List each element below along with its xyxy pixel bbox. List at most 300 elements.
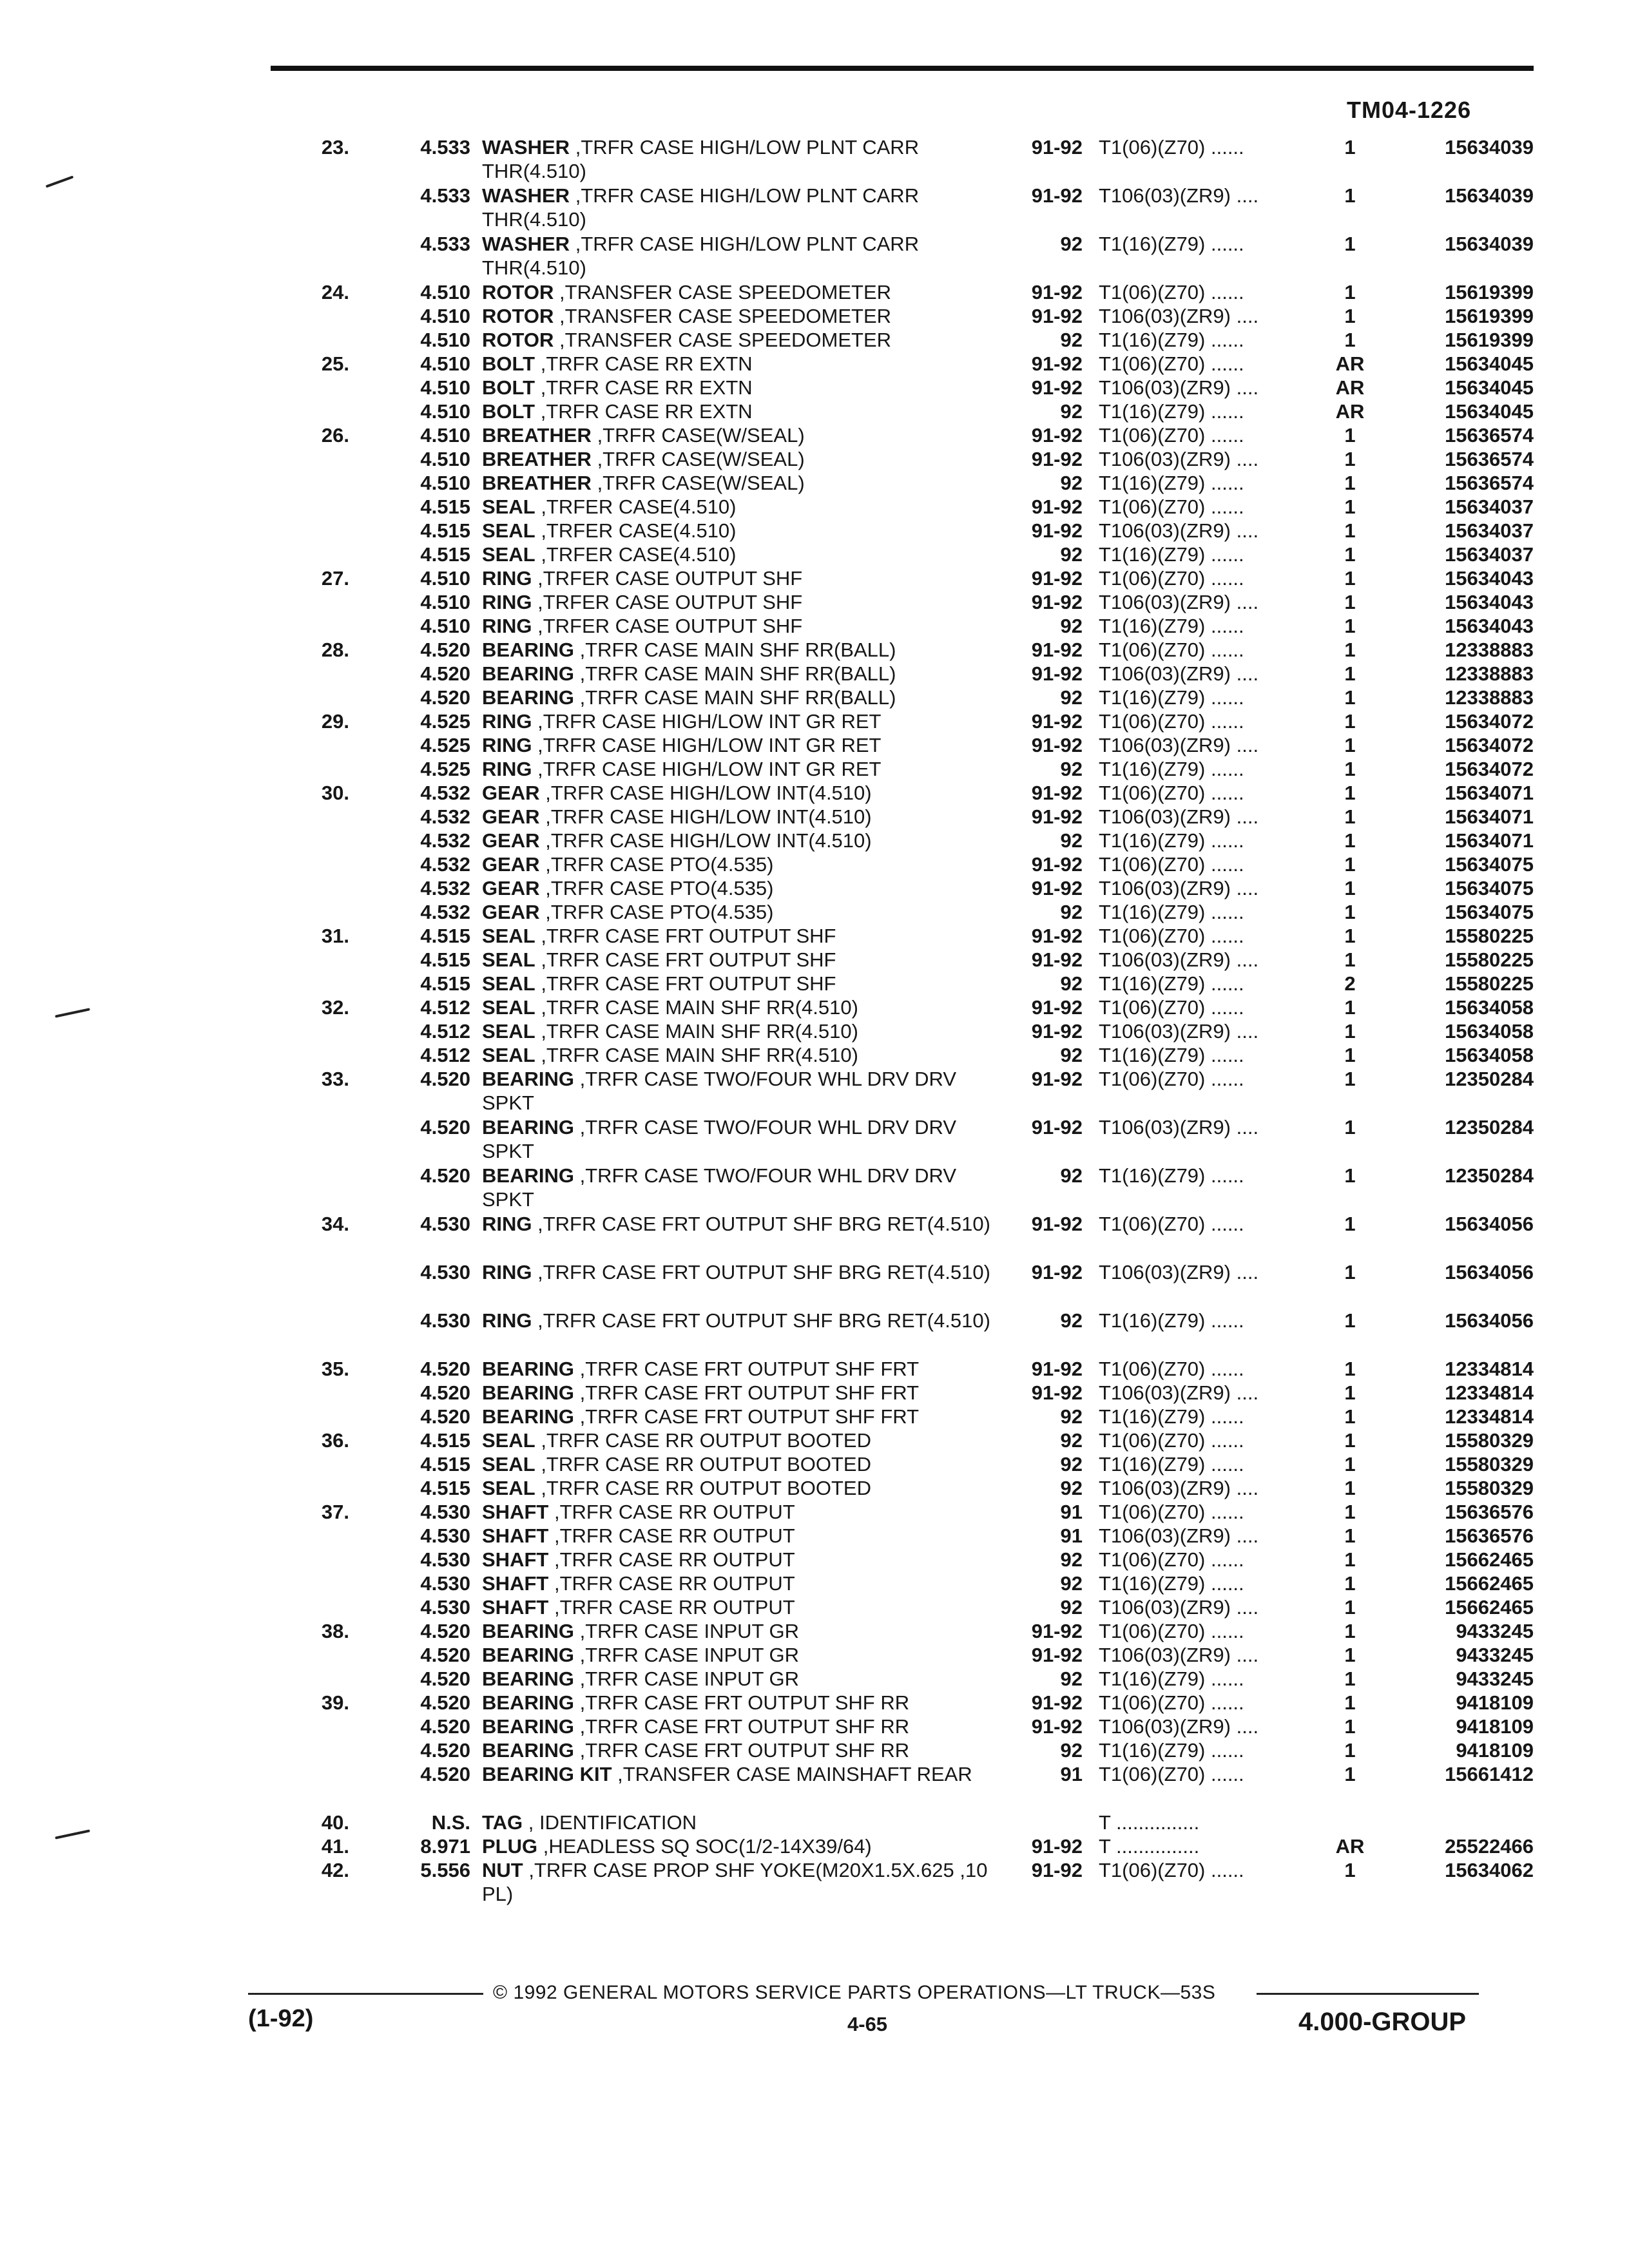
part-desc-text: ,TRFR CASE HIGH/LOW INT GR RET: [537, 710, 882, 733]
part-number: 15634071: [1445, 829, 1534, 852]
part-desc-text: ,TRFR CASE RR OUTPUT: [554, 1501, 795, 1523]
part-row: [0, 1043, 1629, 1067]
part-description: [482, 1260, 998, 1284]
quantity: 1: [1344, 877, 1356, 899]
part-number: 15634058: [1445, 1044, 1534, 1066]
part-desc-text: ,TRFER CASE OUTPUT SHF: [537, 615, 803, 637]
quantity: 1: [1344, 662, 1356, 685]
part-name: BOLT: [482, 376, 535, 399]
part-name: BEARING KIT: [482, 1763, 612, 1785]
part-number: 12350284: [1445, 1164, 1534, 1187]
model-year: 91-92: [1031, 782, 1083, 804]
catalog-code: T1(16)(Z79) ......: [1099, 1453, 1244, 1475]
part-row: [0, 135, 1629, 183]
catalog-code: T1(06)(Z70) ......: [1099, 1358, 1244, 1380]
ref-number: 42.: [321, 1859, 349, 1881]
part-number: 15634056: [1445, 1309, 1534, 1332]
part-description: [482, 924, 998, 948]
group-number: 4.520: [420, 1358, 470, 1380]
model-year: 91-92: [1031, 1068, 1083, 1090]
group-number: 4.532: [420, 877, 470, 899]
part-row: [0, 1212, 1629, 1260]
group-number: 4.515: [420, 519, 470, 542]
quantity: 1: [1344, 1572, 1356, 1595]
model-year: 92: [1060, 1667, 1083, 1690]
part-row: [0, 972, 1629, 995]
group-number: 4.510: [420, 305, 470, 327]
part-number: 15634058: [1445, 996, 1534, 1019]
group-number: 4.515: [420, 972, 470, 995]
part-number: 15619399: [1445, 281, 1534, 303]
catalog-code: T1(06)(Z70) ......: [1099, 925, 1244, 947]
catalog-code: T1(16)(Z79) ......: [1099, 829, 1244, 852]
part-desc-text: ,TRFR CASE FRT OUTPUT SHF: [541, 948, 836, 971]
group-number: 4.530: [420, 1501, 470, 1523]
part-number: 15662465: [1445, 1572, 1534, 1595]
part-description: [482, 590, 998, 614]
part-desc-text: ,TRFR CASE(W/SEAL): [597, 424, 805, 447]
model-year: 91-92: [1031, 662, 1083, 685]
group-number: 4.520: [420, 1739, 470, 1762]
part-description: [482, 1643, 998, 1667]
quantity: 1: [1344, 1020, 1356, 1043]
part-desc-text: ,TRFER CASE(4.510): [541, 543, 737, 566]
part-name: SHAFT: [482, 1501, 549, 1523]
part-name: RING: [482, 758, 532, 780]
part-row: [0, 543, 1629, 566]
catalog-code: T1(06)(Z70) ......: [1099, 1691, 1244, 1714]
group-number: 4.520: [420, 1667, 470, 1690]
group-number: 4.515: [420, 948, 470, 971]
part-description: [482, 995, 998, 1019]
part-row: [0, 614, 1629, 638]
quantity: AR: [1335, 376, 1365, 399]
top-rule: [271, 66, 1534, 71]
part-description: [482, 1476, 998, 1500]
part-name: WASHER: [482, 233, 570, 255]
part-name: RING: [482, 591, 532, 613]
ref-number: 35.: [321, 1358, 349, 1380]
group-number: 4.510: [420, 424, 470, 447]
part-number: 15634075: [1445, 877, 1534, 899]
part-row: [0, 1067, 1629, 1115]
part-number: 9433245: [1456, 1644, 1534, 1666]
part-row: [0, 1019, 1629, 1043]
part-name: BEARING: [482, 1358, 574, 1380]
part-description: [482, 543, 998, 566]
group-number: 4.515: [420, 1477, 470, 1499]
model-year: 91-92: [1031, 136, 1083, 159]
quantity: 1: [1344, 782, 1356, 804]
quantity: 1: [1344, 829, 1356, 852]
part-description: [482, 1212, 998, 1236]
model-year: 91: [1060, 1524, 1083, 1547]
part-description: [482, 352, 998, 376]
part-number: 15580225: [1445, 925, 1534, 947]
part-row: [0, 304, 1629, 328]
part-number: 15636574: [1445, 448, 1534, 470]
part-number: 15661412: [1445, 1763, 1534, 1785]
part-desc-text: ,TRFR CASE RR EXTN: [540, 400, 753, 423]
model-year: 92: [1060, 233, 1083, 255]
ref-number: 33.: [321, 1068, 349, 1090]
group-number: 4.510: [420, 567, 470, 590]
ref-number: 30.: [321, 782, 349, 804]
part-desc-text: ,TRFR CASE RR OUTPUT: [554, 1572, 795, 1595]
catalog-code: T1(16)(Z79) ......: [1099, 758, 1244, 780]
part-row: [0, 1858, 1629, 1906]
catalog-code: T1(06)(Z70) ......: [1099, 1429, 1244, 1452]
catalog-code: T1(06)(Z70) ......: [1099, 710, 1244, 733]
part-description: [482, 733, 998, 757]
part-name: BEARING: [482, 639, 574, 661]
quantity: 1: [1344, 853, 1356, 876]
part-desc-text: ,TRFR CASE HIGH/LOW INT GR RET: [537, 758, 882, 780]
part-desc-text: ,TRFR CASE HIGH/LOW INT(4.510): [545, 782, 872, 804]
group-number: N.S.: [431, 1811, 470, 1834]
part-desc-text: ,TRFER CASE(4.510): [541, 495, 737, 518]
quantity: 1: [1344, 329, 1356, 351]
part-description: [482, 423, 998, 447]
group-number: 4.520: [420, 1116, 470, 1139]
catalog-code: T1(06)(Z70) ......: [1099, 136, 1244, 159]
ref-number: 40.: [321, 1811, 349, 1834]
group-number: 4.530: [420, 1572, 470, 1595]
model-year: 91-92: [1031, 925, 1083, 947]
part-number: 15619399: [1445, 305, 1534, 327]
quantity: AR: [1335, 1835, 1365, 1858]
part-name: SHAFT: [482, 1524, 549, 1547]
part-description: [482, 614, 998, 638]
catalog-code: T106(03)(ZR9) ....: [1099, 591, 1259, 613]
catalog-code: T106(03)(ZR9) ....: [1099, 734, 1259, 756]
part-desc-text: ,TRFR CASE RR OUTPUT BOOTED: [541, 1453, 871, 1475]
group-number: 4.530: [420, 1596, 470, 1619]
part-description: [482, 709, 998, 733]
part-name: SEAL: [482, 948, 535, 971]
part-name: ROTOR: [482, 305, 554, 327]
catalog-code: T106(03)(ZR9) ....: [1099, 877, 1259, 899]
group-number: 4.532: [420, 782, 470, 804]
part-number: 15634045: [1445, 376, 1534, 399]
group-number: 4.530: [420, 1213, 470, 1235]
part-name: SEAL: [482, 996, 535, 1019]
part-number: 15634056: [1445, 1261, 1534, 1283]
quantity: 1: [1344, 639, 1356, 661]
part-row: [0, 1524, 1629, 1548]
part-description: [482, 495, 998, 519]
quantity: 1: [1344, 1691, 1356, 1714]
part-name: BREATHER: [482, 472, 592, 494]
part-number: 15636576: [1445, 1501, 1534, 1523]
part-desc-text: ,TRFR CASE HIGH/LOW INT(4.510): [545, 829, 872, 852]
group-number: 4.525: [420, 758, 470, 780]
quantity: 1: [1344, 1429, 1356, 1452]
part-number: 15580225: [1445, 948, 1534, 971]
part-number: 15634045: [1445, 352, 1534, 375]
part-row: [0, 566, 1629, 590]
part-number: 15662465: [1445, 1596, 1534, 1619]
ref-number: 26.: [321, 424, 349, 447]
part-name: RING: [482, 1261, 532, 1283]
part-desc-text: ,TRFR CASE HIGH/LOW INT(4.510): [545, 805, 872, 828]
model-year: 91-92: [1031, 424, 1083, 447]
quantity: 1: [1344, 996, 1356, 1019]
ref-number: 39.: [321, 1691, 349, 1714]
group-number: 4.530: [420, 1548, 470, 1571]
part-description: [482, 184, 998, 231]
part-description: [482, 972, 998, 995]
group-number: 4.525: [420, 734, 470, 756]
catalog-code: T106(03)(ZR9) ....: [1099, 805, 1259, 828]
part-number: 12338883: [1445, 686, 1534, 709]
part-desc-text: ,TRANSFER CASE SPEEDOMETER: [559, 281, 892, 303]
part-number: 15634075: [1445, 901, 1534, 923]
part-row: [0, 1571, 1629, 1595]
part-name: BEARING: [482, 1620, 574, 1642]
part-desc-text: , IDENTIFICATION: [528, 1811, 697, 1834]
model-year: 91-92: [1031, 567, 1083, 590]
catalog-code: T1(16)(Z79) ......: [1099, 1405, 1244, 1428]
part-number: 15580225: [1445, 972, 1534, 995]
part-desc-text: ,TRFR CASE FRT OUTPUT SHF RR: [579, 1715, 910, 1738]
part-description: [482, 1524, 998, 1548]
part-name: BEARING: [482, 1405, 574, 1428]
part-desc-text: ,TRFR CASE FRT OUTPUT SHF RR: [579, 1739, 910, 1762]
catalog-code: T106(03)(ZR9) ....: [1099, 1644, 1259, 1666]
quantity: 1: [1344, 710, 1356, 733]
catalog-code: T106(03)(ZR9) ....: [1099, 1381, 1259, 1404]
part-number: 15634071: [1445, 805, 1534, 828]
model-year: 92: [1060, 1429, 1083, 1452]
catalog-code: T106(03)(ZR9) ....: [1099, 1261, 1259, 1283]
part-number: 15636576: [1445, 1524, 1534, 1547]
part-desc-text: ,TRFR CASE TWO/FOUR WHL DRV DRV SPKT: [482, 1068, 957, 1114]
part-desc-text: ,TRFR CASE MAIN SHF RR(4.510): [541, 1020, 858, 1043]
part-name: RING: [482, 734, 532, 756]
part-description: [482, 1452, 998, 1476]
quantity: 1: [1344, 519, 1356, 542]
model-year: 92: [1060, 1405, 1083, 1428]
catalog-code: T1(06)(Z70) ......: [1099, 1213, 1244, 1235]
model-year: 91-92: [1031, 305, 1083, 327]
part-description: [482, 852, 998, 876]
part-description: [482, 781, 998, 805]
catalog-code: T1(06)(Z70) ......: [1099, 1501, 1244, 1523]
catalog-code: T1(16)(Z79) ......: [1099, 472, 1244, 494]
model-year: 91-92: [1031, 853, 1083, 876]
part-number: 15634058: [1445, 1020, 1534, 1043]
part-name: BEARING: [482, 1739, 574, 1762]
part-description: [482, 1858, 998, 1906]
part-name: WASHER: [482, 184, 570, 207]
part-number: 15580329: [1445, 1477, 1534, 1499]
quantity: 1: [1344, 1477, 1356, 1499]
quantity: 1: [1344, 305, 1356, 327]
part-number: 15634071: [1445, 782, 1534, 804]
group-number: 4.512: [420, 996, 470, 1019]
part-name: RING: [482, 567, 532, 590]
part-row: [0, 757, 1629, 781]
catalog-code: T106(03)(ZR9) ....: [1099, 1020, 1259, 1043]
part-number: 15634072: [1445, 758, 1534, 780]
quantity: 1: [1344, 615, 1356, 637]
catalog-code: T1(06)(Z70) ......: [1099, 1620, 1244, 1642]
part-row: [0, 1164, 1629, 1211]
model-year: 91-92: [1031, 639, 1083, 661]
catalog-code: T ...............: [1099, 1835, 1200, 1858]
part-row: [0, 280, 1629, 304]
part-row: [0, 447, 1629, 471]
part-description: [482, 900, 998, 924]
part-desc-text: ,TRFR CASE FRT OUTPUT SHF FRT: [579, 1405, 920, 1428]
part-name: BEARING: [482, 686, 574, 709]
part-name: SHAFT: [482, 1572, 549, 1595]
part-desc-text: ,TRFR CASE MAIN SHF RR(BALL): [579, 686, 896, 709]
part-name: GEAR: [482, 877, 540, 899]
model-year: 92: [1060, 972, 1083, 995]
group-number: 4.532: [420, 829, 470, 852]
quantity: 1: [1344, 686, 1356, 709]
ref-number: 25.: [321, 352, 349, 375]
catalog-code: T1(16)(Z79) ......: [1099, 1309, 1244, 1332]
group-number: 4.520: [420, 1068, 470, 1090]
part-name: SEAL: [482, 1477, 535, 1499]
quantity: 1: [1344, 1501, 1356, 1523]
part-number: 12338883: [1445, 639, 1534, 661]
part-row: [0, 1548, 1629, 1571]
part-row: [0, 733, 1629, 757]
quantity: 1: [1344, 805, 1356, 828]
model-year: 91: [1060, 1501, 1083, 1523]
part-description: [482, 566, 998, 590]
part-row: [0, 328, 1629, 352]
quantity: 1: [1344, 1164, 1356, 1187]
model-year: 91-92: [1031, 734, 1083, 756]
part-name: WASHER: [482, 136, 570, 159]
part-row: [0, 1260, 1629, 1308]
ref-number: 31.: [321, 925, 349, 947]
quantity: 1: [1344, 948, 1356, 971]
part-row: [0, 1619, 1629, 1643]
catalog-code: T1(16)(Z79) ......: [1099, 972, 1244, 995]
part-row: [0, 662, 1629, 686]
ref-number: 41.: [321, 1835, 349, 1858]
model-year: 92: [1060, 901, 1083, 923]
part-description: [482, 1571, 998, 1595]
part-row: [0, 1643, 1629, 1667]
quantity: 1: [1344, 448, 1356, 470]
part-row: [0, 1476, 1629, 1500]
footer-date-code: (1-92): [248, 2005, 314, 2032]
quantity: 1: [1344, 1381, 1356, 1404]
part-description: [482, 328, 998, 352]
model-year: 91-92: [1031, 448, 1083, 470]
group-number: 8.971: [420, 1835, 470, 1858]
part-row: [0, 352, 1629, 376]
part-desc-text: ,TRFR CASE MAIN SHF RR(4.510): [541, 996, 858, 1019]
quantity: 1: [1344, 1739, 1356, 1762]
quantity: 1: [1344, 281, 1356, 303]
quantity: 1: [1344, 1644, 1356, 1666]
part-name: BEARING: [482, 1691, 574, 1714]
part-description: [482, 376, 998, 399]
catalog-code: T1(16)(Z79) ......: [1099, 686, 1244, 709]
part-name: SHAFT: [482, 1548, 549, 1571]
part-number: 15619399: [1445, 329, 1534, 351]
group-number: 4.515: [420, 925, 470, 947]
part-number: 15634056: [1445, 1213, 1534, 1235]
part-desc-text: ,TRFR CASE INPUT GR: [579, 1644, 800, 1666]
part-name: NUT: [482, 1859, 523, 1881]
model-year: 92: [1060, 543, 1083, 566]
part-name: GEAR: [482, 829, 540, 852]
ref-number: 23.: [321, 136, 349, 159]
part-description: [482, 805, 998, 829]
part-description: [482, 1811, 998, 1834]
catalog-code: T106(03)(ZR9) ....: [1099, 1596, 1259, 1619]
part-name: SEAL: [482, 1044, 535, 1066]
part-description: [482, 1691, 998, 1715]
part-desc-text: ,TRFR CASE FRT OUTPUT SHF RR: [579, 1691, 910, 1714]
quantity: 1: [1344, 925, 1356, 947]
model-year: 92: [1060, 1477, 1083, 1499]
catalog-code: T1(16)(Z79) ......: [1099, 400, 1244, 423]
part-desc-text: ,TRFR CASE HIGH/LOW PLNT CARR THR(4.510): [482, 136, 920, 182]
part-number: 15634039: [1445, 184, 1534, 207]
quantity: 1: [1344, 1261, 1356, 1283]
part-desc-text: ,TRFR CASE HIGH/LOW INT GR RET: [537, 734, 882, 756]
part-name: GEAR: [482, 853, 540, 876]
part-name: RING: [482, 1213, 532, 1235]
part-name: SEAL: [482, 1429, 535, 1452]
ref-number: 38.: [321, 1620, 349, 1642]
part-desc-text: ,TRFR CASE PROP SHF YOKE(M20X1.5X.625 ,10 PL): [482, 1859, 988, 1905]
group-number: 4.530: [420, 1309, 470, 1332]
part-name: BEARING: [482, 1116, 574, 1139]
quantity: 1: [1344, 136, 1356, 159]
part-description: [482, 757, 998, 781]
part-desc-text: ,TRFR CASE TWO/FOUR WHL DRV DRV SPKT: [482, 1116, 957, 1162]
group-number: 4.520: [420, 1620, 470, 1642]
part-desc-text: ,TRFER CASE(4.510): [541, 519, 737, 542]
catalog-code: T1(16)(Z79) ......: [1099, 1667, 1244, 1690]
model-year: 92: [1060, 1309, 1083, 1332]
catalog-code: T106(03)(ZR9) ....: [1099, 519, 1259, 542]
model-year: 91-92: [1031, 1381, 1083, 1404]
part-description: [482, 1381, 998, 1405]
part-desc-text: ,TRFR CASE HIGH/LOW PLNT CARR THR(4.510): [482, 233, 920, 279]
part-description: [482, 686, 998, 709]
model-year: 92: [1060, 329, 1083, 351]
part-name: SEAL: [482, 1453, 535, 1475]
model-year: 92: [1060, 829, 1083, 852]
part-row: [0, 1811, 1629, 1834]
group-number: 4.520: [420, 1405, 470, 1428]
part-name: GEAR: [482, 805, 540, 828]
part-description: [482, 1115, 998, 1163]
catalog-code: T106(03)(ZR9) ....: [1099, 1524, 1259, 1547]
part-description: [482, 1715, 998, 1738]
model-year: 91-92: [1031, 948, 1083, 971]
group-number: 4.520: [420, 639, 470, 661]
quantity: 1: [1344, 233, 1356, 255]
model-year: 91-92: [1031, 1020, 1083, 1043]
model-year: 91-92: [1031, 1620, 1083, 1642]
part-desc-text: ,TRFER CASE OUTPUT SHF: [537, 591, 803, 613]
part-row: [0, 1428, 1629, 1452]
part-desc-text: ,TRFR CASE PTO(4.535): [545, 853, 774, 876]
